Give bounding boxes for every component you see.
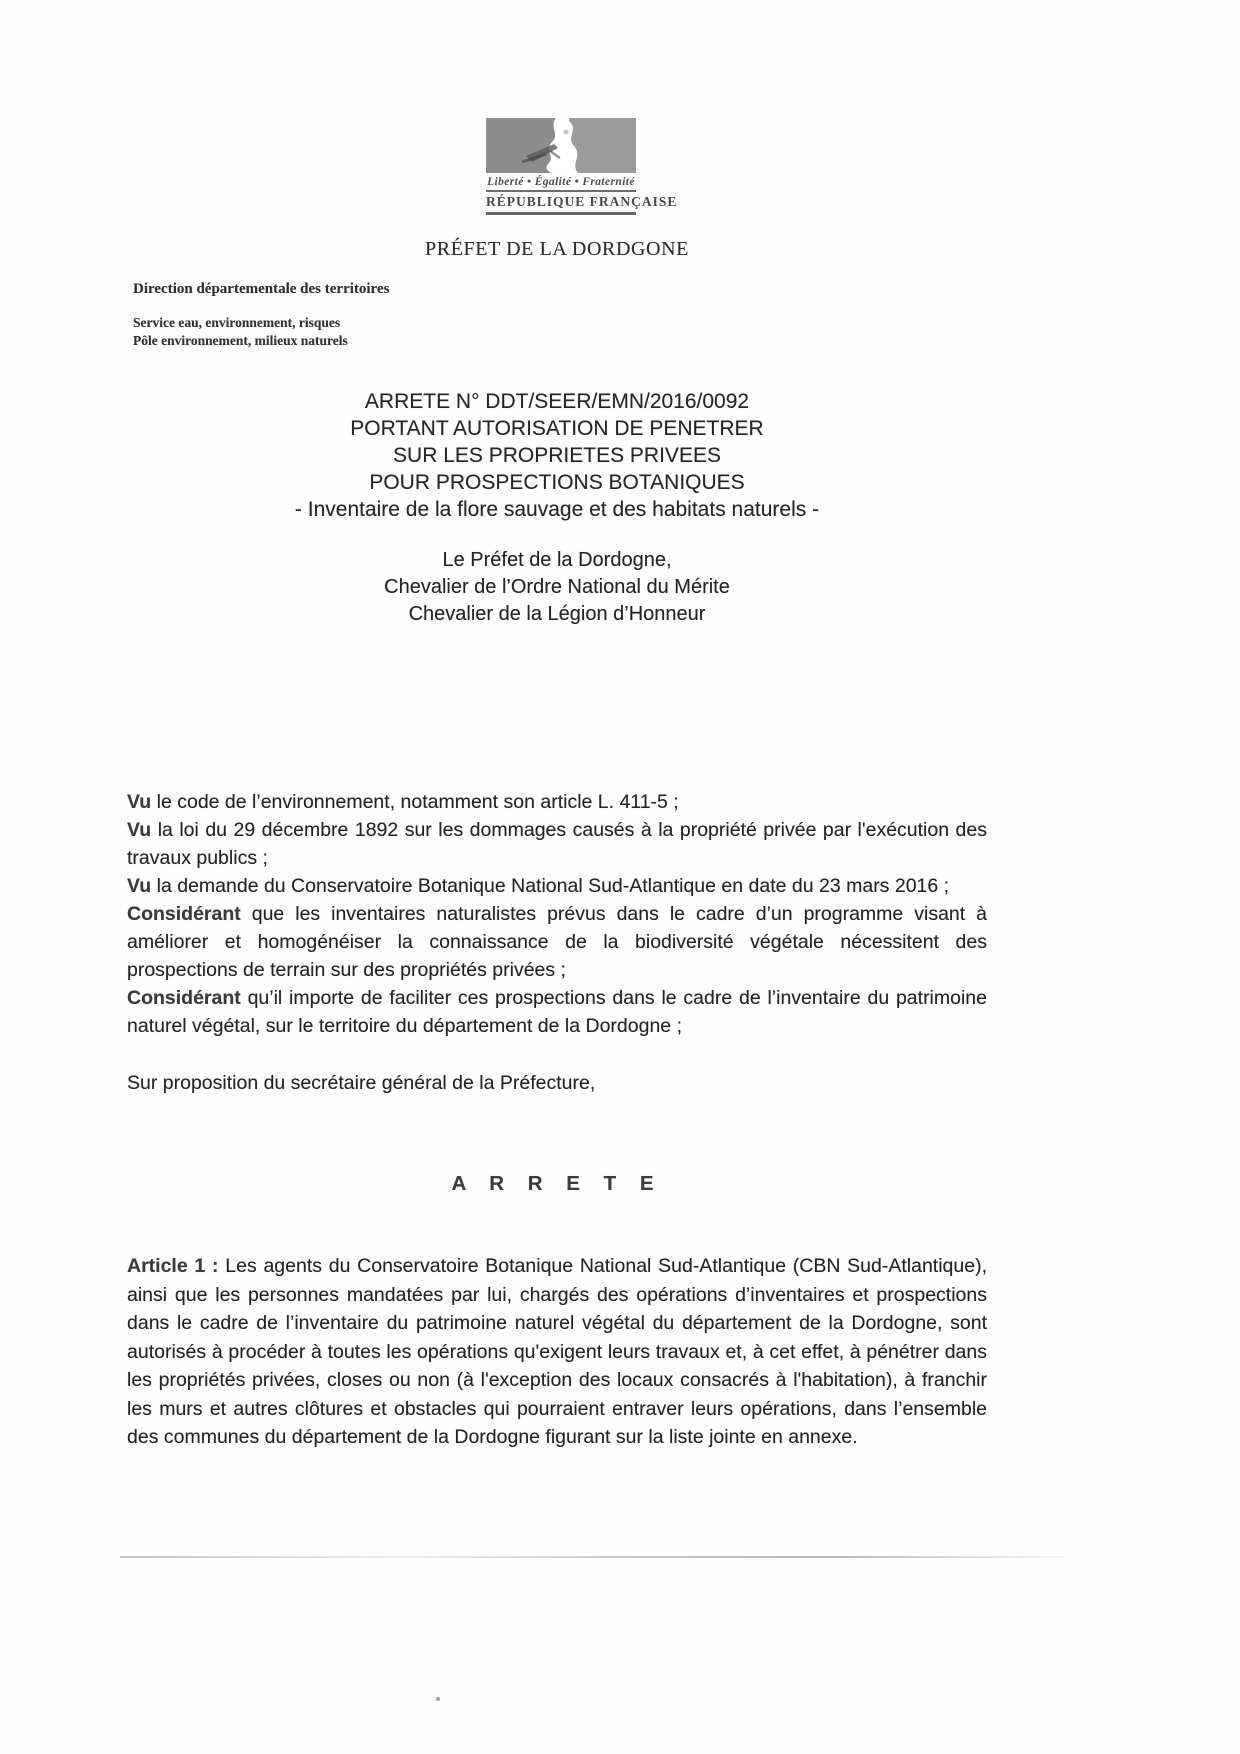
recital-text: le code de l’environnement, notamment son article L. 411-5 ; <box>156 791 679 813</box>
recital-considerant-1 <box>127 900 987 984</box>
recital-text: qu’il importe de faciliter ces prospections dans le cadre de l’inventaire du patrimoine naturel végétal, sur le territoire du département de la Dordogne ; <box>127 987 987 1037</box>
prefect-line-3: Chevalier de la Légion d’Honneur <box>408 603 706 625</box>
prefect-signature-block <box>127 547 987 628</box>
scan-artifact-dot <box>436 1697 440 1701</box>
title-line-5: - Inventaire de la flore sauvage et des habitats naturels - <box>294 498 820 521</box>
republique-francaise-logo <box>486 118 678 215</box>
recital-lead: Vu <box>127 875 152 897</box>
scan-artifact-line <box>120 1556 1065 1558</box>
recitals-section <box>127 788 987 1040</box>
arrete-title-block <box>127 388 987 523</box>
marianne-emblem-icon <box>486 118 636 173</box>
prefect-line-2: Chevalier de l’Ordre National du Mérite <box>384 576 730 598</box>
recital-text: la demande du Conservatoire Botanique National Sud-Atlantique en date du 23 mars 2016 ; <box>156 875 950 897</box>
title-line-4: POUR PROSPECTIONS BOTANIQUES <box>369 471 745 494</box>
recital-vu-1 <box>127 788 987 816</box>
title-line-1: ARRETE N° DDT/SEER/EMN/2016/0092 <box>364 390 750 413</box>
logo-motto: Liberté • Égalité • Fraternité <box>487 176 635 188</box>
title-line-3: SUR LES PROPRIETES PRIVEES <box>393 444 721 467</box>
article-1-text: Les agents du Conservatoire Botanique National Sud-Atlantique (CBN Sud-Atlantique), ainsi que les personnes mandatées par lui, chargés des opérations d’inventaires et prospections dans le cadre de l’inventaire du patrimoine naturel végétal du département de la Dordogne, sont autorisés à procéder à toutes les opérations qu'exigent leurs travaux et, à cet effet, à pénétrer dans les propriétés privées, closes ou non (à l'exception des locaux consacrés à l'habitation), à franchir les murs et autres clôtures et obstacles qui pourraient entraver leurs opérations, dans l’ensemble des communes du département de la Dordogne figurant sur la liste jointe en annexe. <box>127 1255 988 1448</box>
service-line-1: Service eau, environnement, risques <box>133 315 341 330</box>
service-line-2: Pôle environnement, milieux naturels <box>133 332 348 348</box>
document-body <box>127 388 987 1452</box>
article-1-lead: Article 1 : <box>127 1255 219 1277</box>
arrete-heading: A R R E T E <box>451 1172 663 1195</box>
prefect-line-1: Le Préfet de la Dordogne, <box>442 549 672 571</box>
recital-vu-3 <box>127 872 987 900</box>
recital-vu-2 <box>127 816 987 872</box>
recital-lead: Vu <box>127 819 152 841</box>
recital-lead: Vu <box>127 791 152 813</box>
logo-republic-label: RÉPUBLIQUE FRANÇAISE <box>486 194 678 209</box>
service-block <box>133 314 348 349</box>
direction-label: Direction départementale des territoires <box>133 281 390 297</box>
article-1-paragraph <box>127 1252 987 1452</box>
logo-divider-top <box>486 190 636 192</box>
recital-considerant-2 <box>127 984 987 1040</box>
prefet-heading: PRÉFET DE LA DORDGONE <box>425 238 689 260</box>
recital-text: la loi du 29 décembre 1892 sur les dommages causés à la propriété privée par l'exécution des travaux publics ; <box>127 819 987 869</box>
proposition-line: Sur proposition du secrétaire général de la Préfecture, <box>127 1072 596 1094</box>
recital-lead: Considérant <box>127 903 241 925</box>
recital-lead: Considérant <box>127 987 241 1009</box>
title-line-2: PORTANT AUTORISATION DE PENETRER <box>350 417 764 440</box>
recital-text: que les inventaires naturalistes prévus dans le cadre d’un programme visant à améliorer et homogénéiser la connaissance de la biodiversité végétale nécessitent des prospections de terrain sur des propriétés privées ; <box>127 903 987 981</box>
logo-divider-bottom <box>486 212 636 215</box>
